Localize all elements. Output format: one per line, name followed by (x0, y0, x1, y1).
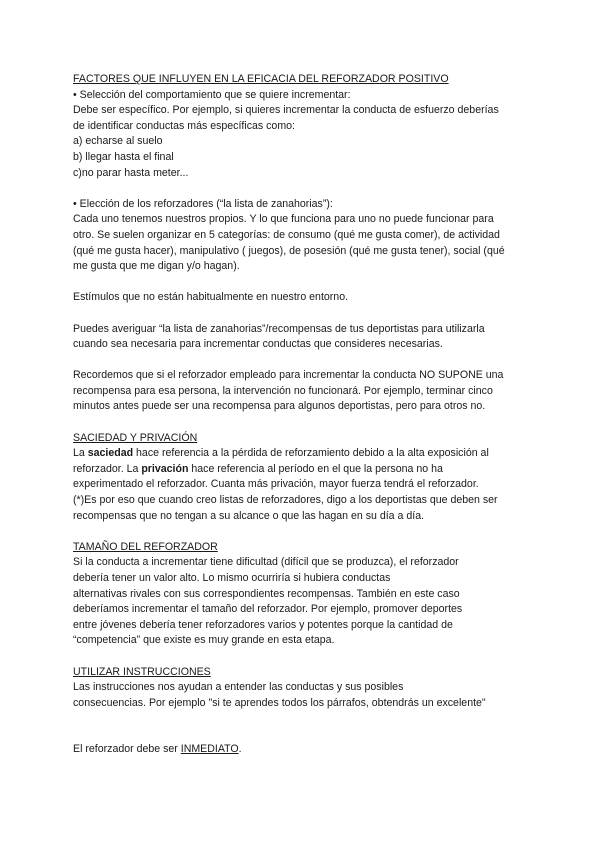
paragraph-line: Recordemos que si el reforzador empleado para incrementar la conducta NO SUPONE una (73, 369, 504, 382)
paragraph-line: Cada uno tenemos nuestros propios. Y lo que funciona para uno no puede funcionar para (73, 213, 494, 226)
paragraph-line: otro. Se suelen organizar en 5 categorías: de consumo (qué me gusta comer), de actividad (73, 228, 500, 241)
immediate-term: INMEDIATO (180, 743, 239, 756)
text-run: La (73, 447, 88, 460)
paragraph-line: debería tener un valor alto. Lo mismo ocurriría si hubiera conductas (73, 572, 391, 584)
paragraph-line: minutos antes puede ser una recompensa para algunos deportistas, pero para otros no. (73, 400, 486, 413)
spacer (73, 649, 533, 665)
paragraph-line: cuando sea necesaria para incrementar conductas que consideres necesarias. (73, 338, 443, 351)
paragraph-line: deberíamos incrementar el tamaño del reforzador. Por ejemplo, promover deportes (73, 603, 463, 616)
paragraph-line: de identificar conductas más específicas como: (73, 119, 295, 132)
list-item-b: b) llegar hasta el final (73, 150, 174, 163)
paragraph-line (73, 462, 533, 478)
text-run: hace referencia a la pérdida de reforzamiento debido a la alta exposición al (133, 447, 489, 460)
paragraph-line: Debe ser específico. Por ejemplo, si quieres incrementar la conducta de esfuerzo deberías (73, 104, 499, 117)
satiety-heading: SACIEDAD Y PRIVACIÓN (73, 431, 198, 444)
selection-reinforcers-heading: • Elección de los reforzadores (“la lista de zanahorias”): (73, 197, 333, 210)
paragraph-line: recompensas que no tengan a su alcance o que las hagan en su día a día. (73, 509, 425, 522)
instructions-heading: UTILIZAR INSTRUCCIONES (73, 665, 211, 678)
spacer (73, 353, 533, 369)
paragraph-line: recompensa para esa persona, la intervención no funcionará. Por ejemplo, terminar cinco (73, 384, 493, 397)
text-run: . (238, 743, 242, 756)
spacer (73, 415, 533, 431)
paragraph-line: Las instrucciones nos ayudan a entender las conductas y sus posibles (73, 681, 404, 694)
spacer (73, 524, 533, 540)
size-heading: TAMAÑO DEL REFORZADOR (73, 540, 218, 553)
paragraph-line: consecuencias. Por ejemplo "si te aprendes todos los párrafos, obtendrás un excelente" (73, 696, 486, 709)
bold-term-saciedad: saciedad (87, 447, 134, 460)
spacer (73, 181, 533, 197)
spacer (73, 711, 533, 742)
paragraph-line: Si la conducta a incrementar tiene dificultad (difícil que se produzca), el reforzador (73, 556, 459, 569)
paragraph-line: (*)Es por eso que cuando creo listas de reforzadores, digo a los deportistas que deben ser (73, 494, 498, 507)
paragraph-line: me gusta que me digan y/o hagan). (73, 260, 240, 273)
text-run: reforzador. La (73, 462, 142, 475)
document-page (73, 72, 533, 758)
paragraph-line: “competencia” que existe es muy grande en esta etapa. (73, 634, 335, 647)
bold-term-privacion: privación (141, 462, 189, 475)
paragraph-line (73, 446, 533, 462)
paragraph-line: entre jóvenes debería tener reforzadores varios y potentes porque la cantidad de (73, 618, 453, 631)
paragraph-line: Puedes averiguar “la lista de zanahorias”/recompensas de tus deportistas para utilizarla (73, 322, 485, 335)
text-run: El reforzador debe ser (73, 743, 181, 756)
selection-behavior-heading: • Selección del comportamiento que se quiere incrementar: (73, 88, 351, 101)
paragraph-line: experimentado el reforzador. Cuanta más privación, mayor fuerza tendrá el reforzador. (73, 478, 479, 491)
closing-line (73, 742, 533, 758)
text-run: hace referencia al período en el que la persona no ha (188, 462, 443, 475)
main-title: FACTORES QUE INFLUYEN EN LA EFICACIA DEL REFORZADOR POSITIVO (73, 73, 449, 85)
paragraph-line: (qué me gusta hacer), manipulativo ( juegos), de posesión (qué me gusta tener), social (qué (73, 244, 505, 257)
list-item-c: c)no parar hasta meter... (73, 166, 189, 179)
stimuli-paragraph: Estímulos que no están habitualmente en nuestro entorno. (73, 291, 349, 304)
spacer (73, 275, 533, 291)
paragraph-line: alternativas rivales con sus correspondientes recompensas. También en este caso (73, 587, 460, 600)
list-item-a: a) echarse al suelo (73, 135, 163, 148)
spacer (73, 306, 533, 322)
